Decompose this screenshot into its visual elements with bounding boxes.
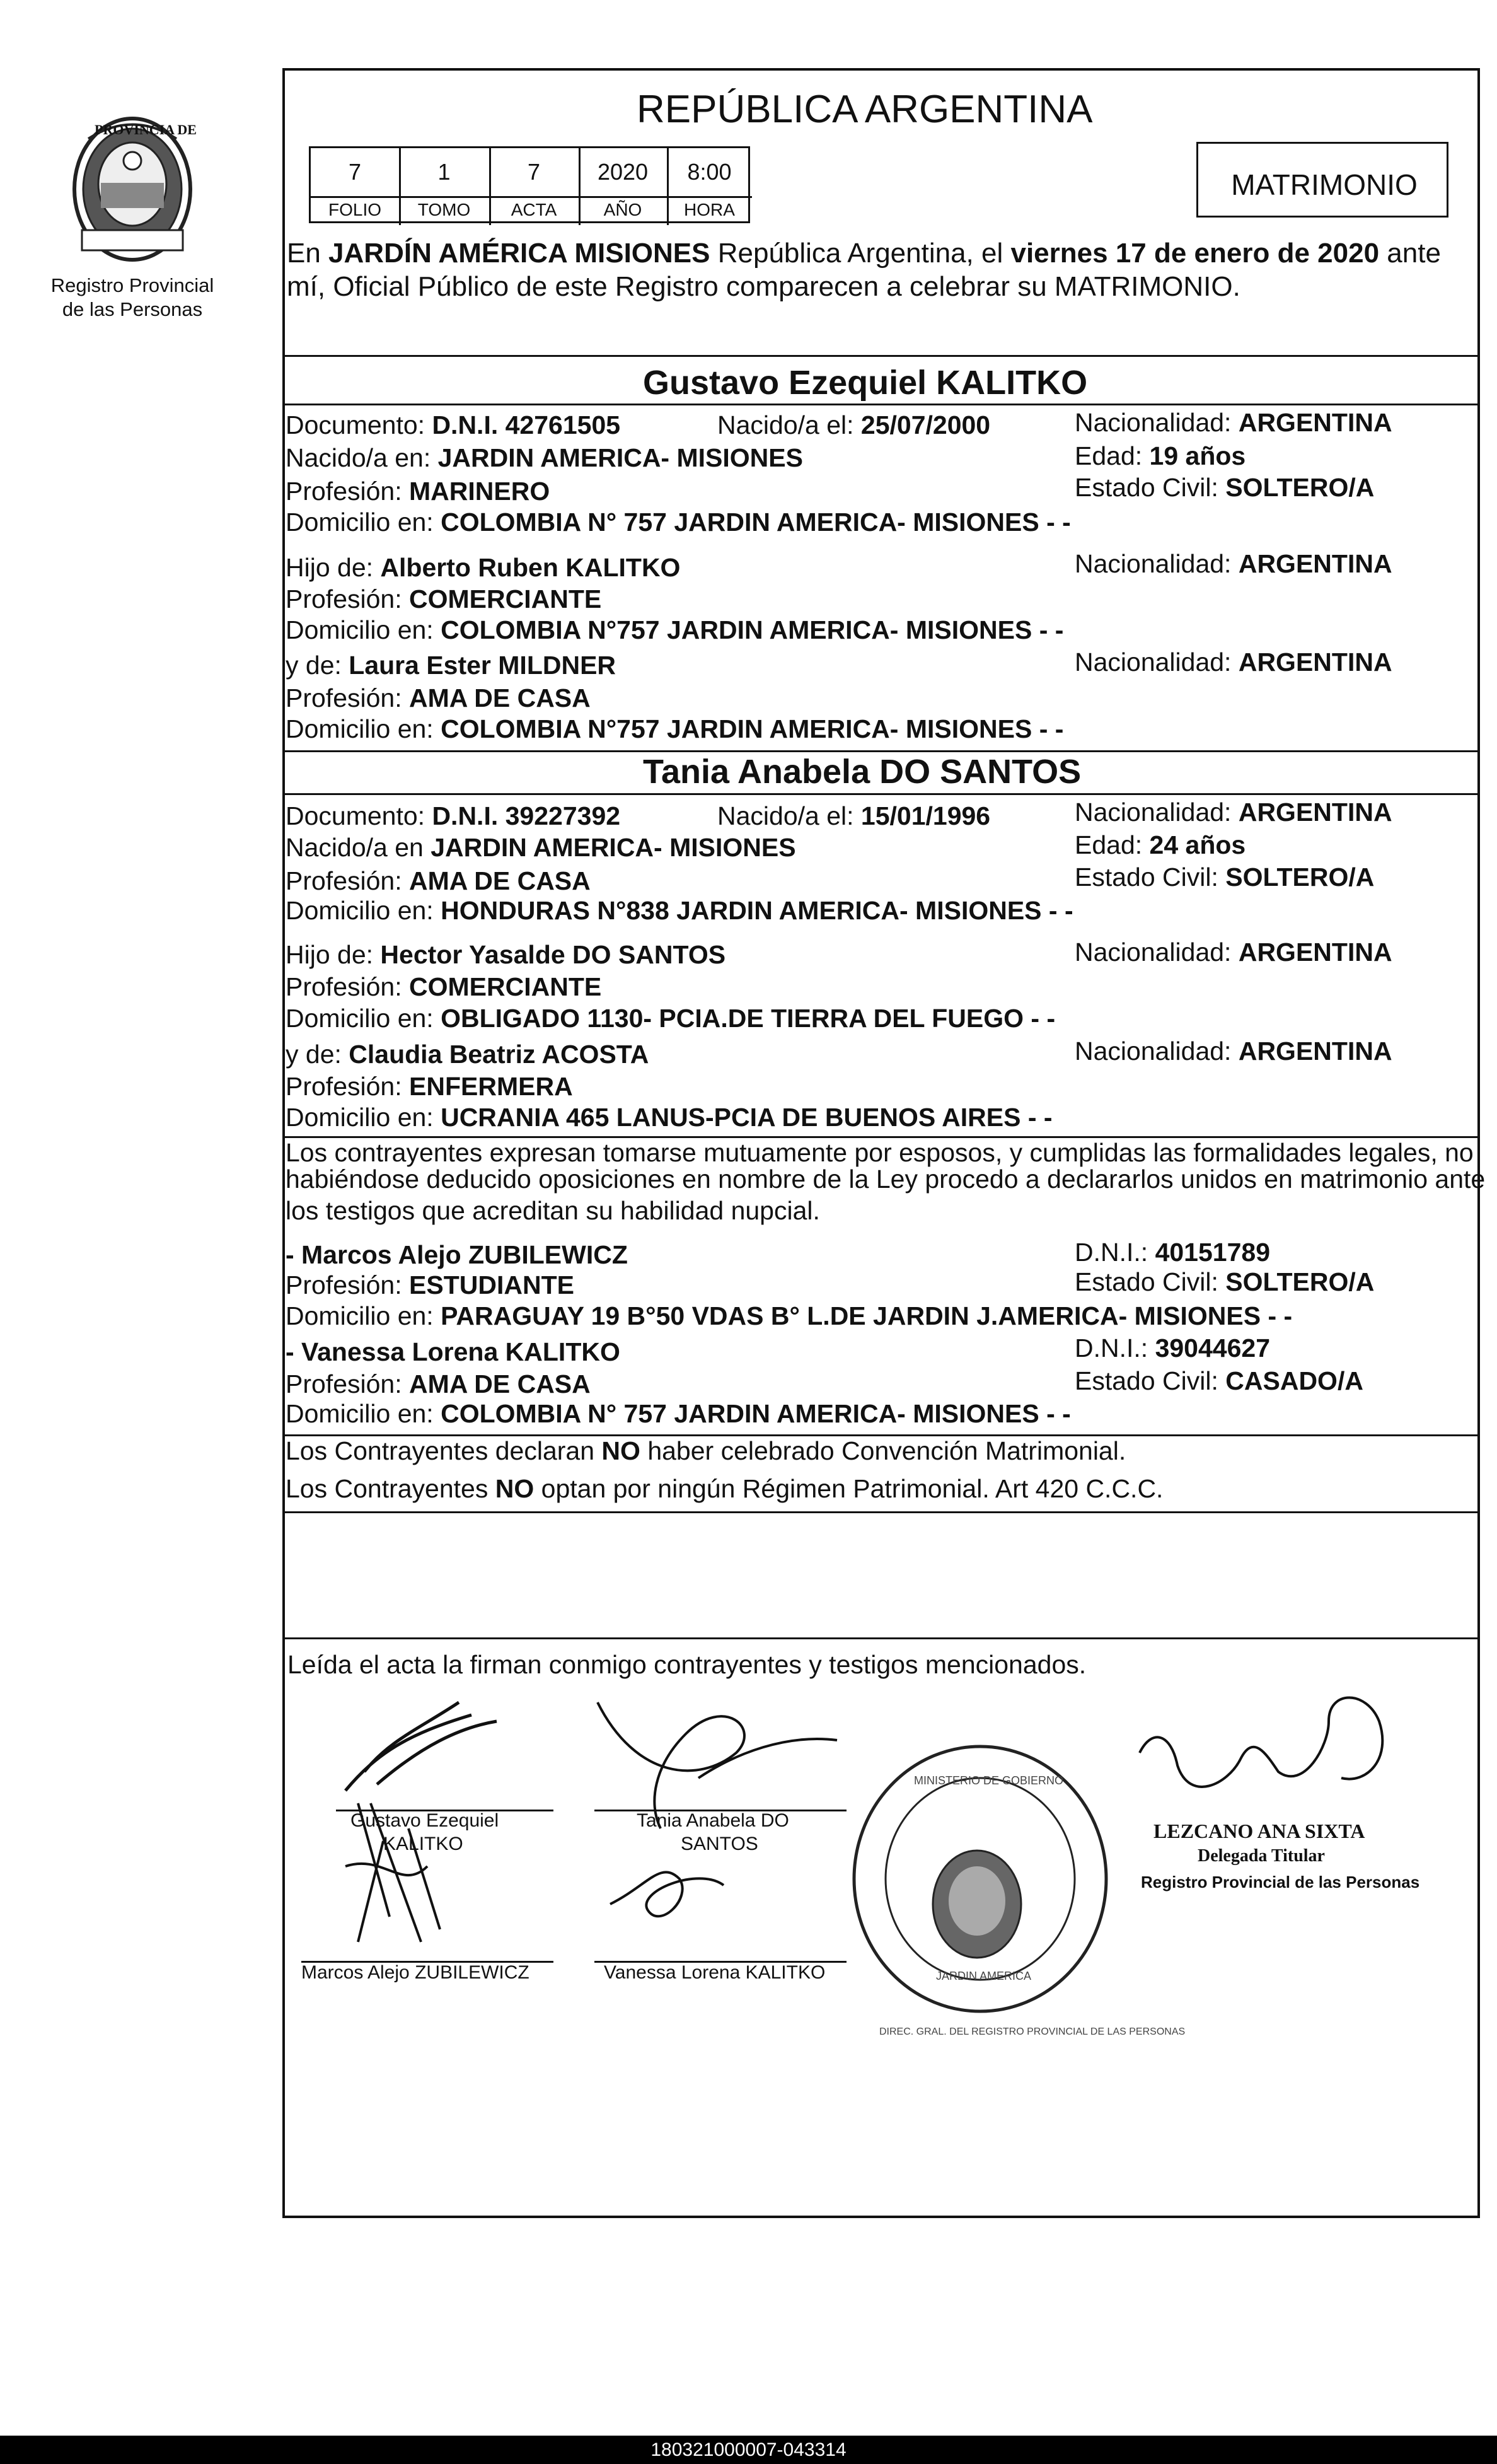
groom-signature-name-2: KALITKO — [383, 1833, 463, 1854]
bride-father-profession: Profesión: COMERCIANTE — [286, 972, 602, 1001]
groom-father: Hijo de: Alberto Ruben KALITKO — [286, 553, 681, 582]
tomo-value: 1 — [437, 159, 451, 185]
intro-line-2: mí, Oficial Público de este Registro comparecen a celebrar su MATRIMONIO. — [287, 271, 1240, 302]
acta-value: 7 — [527, 159, 541, 185]
patrimonial-regime-statement: Los Contrayentes NO optan por ningún Régimen Patrimonial. Art 420 C.C.C. — [286, 1474, 1164, 1503]
groom-profession: Profesión: MARINERO — [286, 477, 550, 506]
registry-name-line1: Registro Provincial — [50, 274, 214, 296]
witness2-profession: Profesión: AMA DE CASA — [286, 1369, 591, 1398]
groom-address: Domicilio en: COLOMBIA N° 757 JARDIN AMERICA- MISIONES - - — [286, 508, 1071, 537]
groom-signature-name-1: Gustavo Ezequiel — [350, 1810, 499, 1831]
stamp-place-text: JARDIN AMERICA — [936, 1970, 1032, 1982]
witness1-signature-name: Marcos Alejo ZUBILEWICZ — [301, 1962, 529, 1983]
folio-label: FOLIO — [328, 200, 381, 219]
bride-mother-address: Domicilio en: UCRANIA 465 LANUS-PCIA DE BUENOS AIRES - - — [286, 1103, 1053, 1132]
groom-name: Gustavo Ezequiel KALITKO — [643, 364, 1088, 402]
official-name: LEZCANO ANA SIXTA — [1153, 1820, 1365, 1842]
acta-label: ACTA — [511, 200, 557, 219]
year-value: 2020 — [597, 159, 649, 185]
bride-signature-name-1: Tania Anabela DO — [637, 1810, 789, 1831]
witness2-name: - Vanessa Lorena KALITKO — [286, 1337, 620, 1366]
bride-mother-profession: Profesión: ENFERMERA — [286, 1072, 573, 1101]
bride-birth-date: Nacido/a el: 15/01/1996 — [717, 801, 991, 830]
year-label: AÑO — [603, 200, 642, 219]
seal-top-text: PROVINCIA DE — [95, 122, 197, 137]
document-code: 180321000007-043314 — [650, 2439, 847, 2460]
groom-civil-status: Estado Civil: SOLTERO/A — [1075, 473, 1375, 502]
bride-mother-nationality: Nacionalidad: ARGENTINA — [1075, 1037, 1392, 1066]
official-title: Delegada Titular — [1198, 1846, 1325, 1866]
seal-bottom-text: MISIONES — [88, 233, 177, 253]
hour-label: HORA — [684, 200, 735, 219]
groom-father-nationality: Nacionalidad: ARGENTINA — [1075, 549, 1392, 578]
bride-father-address: Domicilio en: OBLIGADO 1130- PCIA.DE TIERRA DEL FUEGO - - — [286, 1004, 1056, 1033]
groom-age: Edad: 19 años — [1075, 441, 1246, 470]
intro-line-1: En JARDÍN AMÉRICA MISIONES República Argentina, el viernes 17 de enero de 2020 ante — [287, 238, 1441, 269]
registry-name-line2: de las Personas — [62, 298, 203, 320]
convention-statement: Los Contrayentes declaran NO haber celebrado Convención Matrimonial. — [286, 1436, 1126, 1465]
witness2-signature-name: Vanessa Lorena KALITKO — [604, 1962, 826, 1983]
stamp-inner-text: MINISTERIO DE GOBIERNO — [914, 1774, 1064, 1787]
record-type: MATRIMONIO — [1231, 168, 1418, 201]
hour-value: 8:00 — [687, 159, 732, 185]
bride-nationality: Nacionalidad: ARGENTINA — [1075, 798, 1392, 827]
tomo-label: TOMO — [417, 200, 471, 219]
bride-signature-name-2: SANTOS — [681, 1833, 758, 1854]
witness1-name: - Marcos Alejo ZUBILEWICZ — [286, 1240, 628, 1269]
footer-bar — [0, 2436, 1497, 2464]
bride-birth-place: Nacido/a en JARDIN AMERICA- MISIONES — [286, 833, 796, 862]
bride-name: Tania Anabela DO SANTOS — [643, 753, 1082, 791]
declaration-line-2: habiéndose deducido oposiciones en nombre de la Ley procedo a declararlos unidos en matrimonio ante — [286, 1165, 1486, 1194]
groom-mother-profession: Profesión: AMA DE CASA — [286, 683, 591, 712]
bride-address: Domicilio en: HONDURAS N°838 JARDIN AMERICA- MISIONES - - — [286, 896, 1073, 925]
witness2-civil-status: Estado Civil: CASADO/A — [1075, 1366, 1363, 1395]
declaration-line-1: Los contrayentes expresan tomarse mutuamente por esposos, y cumplidas las formalidades legales, no — [286, 1138, 1474, 1167]
groom-nationality: Nacionalidad: ARGENTINA — [1075, 408, 1392, 437]
groom-father-profession: Profesión: COMERCIANTE — [286, 584, 602, 613]
bride-document: Documento: D.N.I. 39227392 — [286, 801, 621, 830]
record-index-table — [309, 146, 750, 223]
groom-mother-nationality: Nacionalidad: ARGENTINA — [1075, 648, 1392, 677]
declaration-line-3: los testigos que acreditan su habilidad nupcial. — [286, 1196, 820, 1225]
signatures-intro: Leída el acta la firman conmigo contrayentes y testigos mencionados. — [287, 1650, 1087, 1679]
bride-profession: Profesión: AMA DE CASA — [286, 866, 591, 895]
witness1-address: Domicilio en: PARAGUAY 19 B°50 VDAS B° L.DE JARDIN J.AMERICA- MISIONES - - — [286, 1301, 1293, 1330]
witness2-dni: D.N.I.: 39044627 — [1075, 1334, 1270, 1363]
groom-birth-date: Nacido/a el: 25/07/2000 — [717, 410, 991, 439]
bride-age: Edad: 24 años — [1075, 830, 1246, 859]
stamp-ring-text: DIREC. GRAL. DEL REGISTRO PROVINCIAL DE LAS PERSONAS — [879, 2026, 1186, 2037]
country-title: REPÚBLICA ARGENTINA — [637, 88, 1093, 131]
groom-father-address: Domicilio en: COLOMBIA N°757 JARDIN AMERICA- MISIONES - - — [286, 615, 1064, 644]
groom-birth-place: Nacido/a en: JARDIN AMERICA- MISIONES — [286, 443, 803, 472]
groom-mother: y de: Laura Ester MILDNER — [286, 651, 616, 680]
groom-mother-address: Domicilio en: COLOMBIA N°757 JARDIN AMERICA- MISIONES - - — [286, 714, 1064, 743]
bride-mother: y de: Claudia Beatriz ACOSTA — [286, 1040, 649, 1069]
bride-father-nationality: Nacionalidad: ARGENTINA — [1075, 938, 1392, 967]
witness1-profession: Profesión: ESTUDIANTE — [286, 1270, 574, 1299]
folio-value: 7 — [348, 159, 362, 185]
official-org: Registro Provincial de las Personas — [1141, 1873, 1420, 1892]
bride-father: Hijo de: Hector Yasalde DO SANTOS — [286, 940, 726, 969]
groom-document: Documento: D.N.I. 42761505 — [286, 410, 621, 439]
witness1-civil-status: Estado Civil: SOLTERO/A — [1075, 1267, 1375, 1296]
bride-civil-status: Estado Civil: SOLTERO/A — [1075, 863, 1375, 892]
record-type-box — [1196, 142, 1448, 218]
witness1-dni: D.N.I.: 40151789 — [1075, 1238, 1270, 1267]
witness2-address: Domicilio en: COLOMBIA N° 757 JARDIN AMERICA- MISIONES - - — [286, 1399, 1071, 1428]
